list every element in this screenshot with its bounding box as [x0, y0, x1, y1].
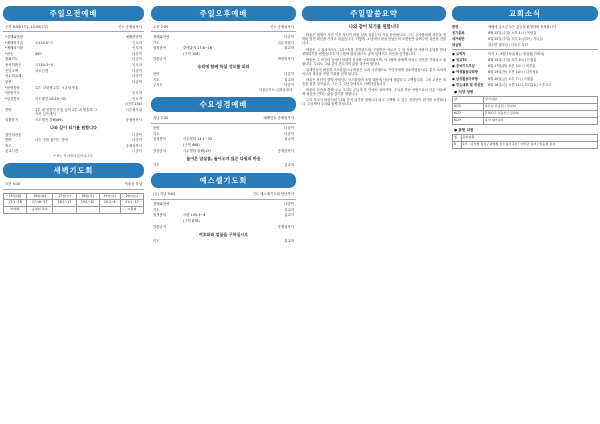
order-row — [151, 163, 296, 169]
order-item-person: 다같이 — [284, 72, 294, 77]
order-item-name: 경배와찬양 — [153, 202, 170, 207]
order-item-content: 사도행전 28:19~32 — [35, 96, 67, 101]
kitchen-duty-row — [453, 97, 598, 104]
news-text: 6월 17일(화) 오전 10시 / 비전홀 — [488, 64, 536, 69]
wednesday-worship-banner: 수요성경예배 — [151, 97, 296, 112]
order-item-person: 설교자 — [284, 213, 294, 218]
offering-row — [453, 135, 598, 142]
dawn-time: 오전 5:30 — [5, 182, 21, 187]
kitchen-duty-table — [452, 96, 598, 124]
church-news-banner: 교회소식 — [452, 6, 598, 21]
order-item-person: 다같이 — [284, 34, 294, 39]
order-item-name: 기도 — [153, 239, 160, 244]
order-item-name: 신앙고백 — [5, 68, 19, 73]
order-row — [3, 117, 144, 123]
order-item-content: (구약 108) — [183, 51, 200, 56]
order-item-content: 사도신경 — [35, 68, 49, 73]
order-item-name: 기도 — [153, 77, 160, 82]
dawn-prayer-banner: 새벽기도회 — [3, 163, 144, 178]
kitchen-duty-row — [453, 117, 598, 124]
table-cell: 18일(목) — [76, 193, 99, 200]
morning-worship-banner: 주일오전예배 — [3, 6, 144, 21]
order-item-name: 말씀증거 — [5, 117, 19, 122]
table-cell: 호산나 찬송팀 / 권사회 — [483, 103, 597, 110]
order-row — [3, 138, 144, 144]
friday-prayer-banner: 예스셀기도회 — [151, 173, 296, 188]
dawn-meta — [3, 182, 144, 189]
order-item-content: 사도행전 강해(66) — [35, 117, 63, 122]
news-item — [452, 37, 598, 41]
morning-order-list — [3, 34, 144, 123]
order-item-name: 봉헌 — [5, 79, 12, 84]
order-item-name: *찬송 — [5, 51, 14, 56]
table-cell: 20:1~8 — [99, 200, 120, 207]
order-item-person: 시온성가대 — [125, 108, 142, 113]
table-cell: 19일(금) — [99, 193, 120, 200]
news-text: 강수연 권사님 / 다음주 부터 — [488, 43, 528, 48]
order-item-name: 경배와찬양 — [153, 34, 170, 39]
order-row — [151, 213, 296, 219]
order-item-person: 예배찬양팀 — [125, 34, 142, 39]
afternoon-sermon-title: 승리에 함께 하실 성도를 되라 — [197, 64, 250, 70]
duty-item — [452, 64, 598, 68]
order-item-content: 1부 내 영혼이 은총 입어 2부 내 영혼의 그윽히 깊은데서 — [35, 108, 98, 117]
standing-note: * 표는 자리에서 일어납니다. — [53, 154, 94, 159]
sermon-summary-banner: 주일말씀요약 — [302, 6, 446, 21]
order-item-name: 친교시간 — [5, 149, 19, 154]
column-morning-worship — [3, 6, 144, 214]
order-item-person: 다같이 — [132, 138, 142, 143]
table-cell: 19:1~20 — [76, 200, 99, 207]
order-item-person: 인도자 — [132, 63, 142, 68]
order-item-person: 설교자 — [284, 137, 294, 142]
order-row — [3, 96, 144, 102]
order-item-name: *경배와찬양 — [5, 34, 24, 39]
order-item-name: *예배의부름 — [5, 40, 24, 45]
sermon-paragraph: 바울은 자신의 결박 속에서도 이스라엘의 소망 때문에 사슬에 매였다고 고백합니다. 그의 고난은 복음을 위한 것이었고, 그는 그 고난 중에서도 기뻐하였습니다. — [302, 77, 446, 86]
order-item-person: 인도자 — [132, 96, 142, 101]
table-cell: 봉헌위원 — [461, 135, 597, 142]
afternoon-time: 오후 2:00 — [153, 25, 169, 29]
news-heading: 환영 — [452, 25, 459, 29]
news-heading: 대심방 — [452, 43, 462, 48]
order-item-person: 인도자 — [132, 46, 142, 51]
order-item-name: *성경봉독 — [5, 96, 20, 101]
order-item-person: 다같이 — [132, 79, 142, 84]
friday-meta — [151, 192, 296, 199]
news-text: 목사 1 : 6월 15일(월) / 정성원(전체차) — [488, 52, 545, 57]
order-row — [3, 40, 144, 46]
news-heading: ● 청교TC — [452, 58, 467, 63]
order-row — [3, 51, 144, 57]
order-item-person: 송재천목사 — [277, 148, 294, 153]
order-item-name: 축도 — [5, 143, 12, 148]
order-item-content: (구약 468) — [183, 143, 200, 148]
table-cell: 이원철 — [120, 207, 143, 214]
table-cell: 20일(토) — [120, 193, 143, 200]
duty-item — [452, 70, 598, 74]
order-item-name: 기도 — [153, 131, 160, 136]
order-item-name: 성경봉독 — [153, 213, 167, 218]
order-item-person: 인도자 — [132, 40, 142, 45]
table-cell: 16일(화) — [27, 193, 53, 200]
table-cell: 은혜나무 꽃동산 / 집사회 — [483, 110, 597, 117]
afternoon-after-list — [151, 71, 296, 88]
news-text: 6월 25일(주일) 오후 2시부터 / 사무실 — [488, 37, 543, 42]
order-item-content: 출애굽기 17:8~16 — [183, 46, 212, 51]
news-list — [452, 25, 598, 47]
table-cell — [76, 207, 99, 214]
dawn-table-row — [4, 207, 144, 214]
news-text: 예배에 나오신 모든 분들을 환영하며 축복합니다. — [488, 25, 557, 29]
order-item-content: 시130:3~4 — [35, 63, 54, 68]
friday-after-list — [151, 239, 296, 245]
news-text: 6월 20일(금) 오후 7시 / 드림홀 — [488, 76, 534, 81]
order-item-name: 말씀증거 — [153, 57, 167, 62]
order-item-person: 송재천목사 — [277, 224, 294, 229]
order-item-name: 말씀증거 — [153, 224, 167, 229]
order-row — [151, 46, 296, 52]
table-cell: 6/22 — [453, 110, 484, 117]
wednesday-sermon-title: 들어온 압살롬, 돌아오지 않은 다윗의 마음 — [186, 155, 261, 161]
order-item-person: 다같이 — [132, 57, 142, 62]
order-row — [151, 148, 296, 154]
table-cell: 17:1~16 — [4, 200, 27, 207]
order-item-person: 다같이 — [132, 74, 142, 79]
column-sermon-summary — [302, 6, 446, 108]
table-cell — [53, 207, 76, 214]
friday-time: (금) 저녁 9:00 — [153, 192, 176, 197]
news-divider — [452, 49, 598, 50]
order-item-content: 사무엘하 강해(19) — [183, 148, 211, 153]
order-item-name: 기도 — [153, 163, 160, 168]
order-item-person: 다같이 — [284, 83, 294, 88]
table-cell: 송재천 목사 — [27, 207, 53, 214]
table-cell: 1부 : 김상철 집사 / 최병철 안수집사 2부 : 이학균 집사 / 임동철 집사 — [461, 141, 597, 148]
table-cell: 설거지팀 — [483, 97, 597, 104]
order-item-name: 주기도 — [153, 83, 163, 88]
wednesday-after-list — [151, 163, 296, 169]
afternoon-order-list — [151, 34, 296, 62]
morning-leader: 인도 송재천목사 — [117, 25, 142, 29]
table-cell: 21:1~17 — [120, 200, 143, 207]
order-row — [3, 68, 144, 74]
wednesday-order-list — [151, 126, 296, 154]
column-church-news — [452, 6, 598, 149]
order-item-name: 찬양 — [153, 72, 160, 77]
order-item-name: 찬양 — [5, 108, 12, 113]
order-item-person: 송재천목사 — [125, 143, 142, 148]
order-item-content: 시편 105:3~4 — [183, 213, 206, 218]
duty-item — [452, 83, 598, 87]
order-item-name: 찬양 — [5, 138, 12, 143]
friday-order-list — [151, 202, 296, 230]
sermon-paragraph: 바울은 그 비진리 앞에서 담대히 진리를 선포하였으며, 아그립바 왕에게 당신도 믿음을 가지라고 권합니다. 우리도 그와 같이 전도자의 삶을 살아야 합니다. — [302, 57, 446, 66]
sermon-paragraph: 바울의 모습을 통해 오늘 우리도 주님의 뜻 안에서 살아가며, 주님을 만난 사람으로서 다른 이들에게 복음을 전하는 삶을 살기를 원합니다. — [302, 88, 446, 97]
sermon-paragraph: 바울은 그 위치에서도 그리스도를 전하였으며, 구원받은 자로서 그 한 사람 한 사람이 주님을 만나 변화되기를 원했습니다. 아그립바 왕과 베스도 총독 앞에서도 복음을 증거합니다. — [302, 47, 446, 56]
news-text: 6월 19일(목) 오전 10시 / 다목적실 — [488, 70, 539, 75]
offering-row — [453, 141, 598, 148]
next-prayer-note: 다음주기도: 김창훈집사 — [259, 88, 292, 93]
duty-item — [452, 77, 598, 81]
duty-list — [452, 52, 598, 86]
table-cell: 18:1~17 — [53, 200, 76, 207]
order-item-name: 찬양 — [153, 126, 160, 131]
order-item-person: 설교자 — [284, 77, 294, 82]
order-row — [151, 239, 296, 245]
order-item-content: (구약 876) — [183, 219, 200, 224]
order-item-person: 박성영목사 — [277, 57, 294, 62]
news-item — [452, 43, 598, 47]
news-heading: 새가족반 — [452, 37, 465, 42]
news-item — [452, 25, 598, 29]
order-item-content: 시130:5~7 — [35, 40, 54, 45]
order-item-person: 다같이 — [284, 202, 294, 207]
order-item-person: 설교자 — [284, 46, 294, 51]
morning-after-list — [3, 132, 144, 155]
order-item-person: 다같이 — [284, 131, 294, 136]
kitchen-duty-row — [453, 110, 598, 117]
table-cell: 17일(수) — [53, 193, 76, 200]
news-heading: ● 남성활동다락방 — [452, 76, 478, 81]
order-row — [3, 107, 144, 117]
morning-worship-meta — [3, 25, 144, 32]
order-item-name: *예배의기원 — [5, 46, 24, 51]
order-item-person: 다같이 — [132, 51, 142, 56]
order-row — [151, 137, 296, 143]
friday-leader: 인도 예스셀기도회 담당목사 — [252, 192, 294, 197]
sermon-paragraphs — [302, 33, 446, 106]
order-item-content: 나는 주를 섬기는 것에 — [35, 138, 68, 143]
order-item-person: 다같이 — [284, 126, 294, 131]
news-text: 6월 15일(주일) 오후 4시 / 드림홀 — [488, 58, 537, 63]
order-item-content: 490 — [35, 51, 42, 56]
kitchen-duty-title: ● 식당 당번 — [454, 89, 474, 94]
order-item-content: 1부: 다함께 2부: 시온성가대 — [35, 85, 78, 90]
order-item-person: 김수정집사 — [277, 40, 294, 45]
news-item — [452, 31, 598, 35]
order-item-name: *봉헌찬양 — [5, 85, 20, 90]
table-cell: 중식 새가족부 — [483, 117, 597, 124]
order-item-name: 참회기도 — [5, 57, 19, 62]
sermon-paragraph: 우리 모두가 바울처럼 '나와 같이 되기를 원합니다'라고 고백할 수 있는 신앙인이 되기를 소망합니다. 주님께서 우리와 함께 하십니다. — [302, 98, 446, 107]
friday-sermon-title: 여호와와 얼굴을 구하십시오 — [198, 231, 249, 237]
table-cell: 박세철 — [4, 207, 27, 214]
order-item-name: 기도 — [153, 40, 160, 45]
news-heading: ● 여성활동다락방 — [452, 70, 478, 75]
offering-committee-title: ● 봉헌 위원 — [454, 127, 474, 132]
order-item-person: 인도자 — [132, 91, 142, 96]
order-item-person: 다같이 — [132, 68, 142, 73]
table-cell: 6/15 — [453, 103, 484, 110]
news-heading: ● 전도대회 및 새성전 — [452, 82, 484, 87]
sermon-title: 나와 같이 되기를 원합니다 — [348, 25, 400, 30]
order-item-person: 다같이 — [132, 149, 142, 154]
order-item-content: 사무엘하 14:1~33 — [183, 137, 212, 142]
wednesday-meta — [151, 116, 296, 123]
sermon-paragraph: 유대인들이 바울을 고소하였으나 바울은 로마 시민권으로 가이사에게 상소하였습니다. 결국 로마에 이르러 복음을 전할 기회를 얻게 됩니다. — [302, 67, 446, 76]
table-cell: 15일(월) — [4, 193, 27, 200]
afternoon-meta — [151, 25, 296, 32]
order-item-person: 설교자 — [284, 239, 294, 244]
news-heading: ● 중보기도모임 — [452, 64, 475, 69]
table-cell: 17:16~27 — [27, 200, 53, 207]
news-heading: 정기총회 — [452, 31, 465, 36]
duty-item — [452, 58, 598, 62]
morning-time: 오전 8:50(1부), 10:50(2부) — [5, 25, 49, 29]
dawn-book: 역대상 묵상 — [124, 182, 142, 187]
order-item-name: *봉헌기도 — [5, 91, 20, 96]
order-item-name: 결단의찬송 — [5, 132, 22, 137]
order-item-name: 말씀증거 — [153, 148, 167, 153]
table-cell — [99, 207, 120, 214]
wednesday-time: 저녁 7:30 — [153, 116, 169, 121]
order-item-person: 설교자 — [284, 207, 294, 212]
news-text: 6월 18일(수) 오전 11시, 21일(토) 오후 2시 — [488, 82, 552, 87]
table-cell: 6/29 — [453, 117, 484, 124]
kitchen-duty-row — [453, 103, 598, 110]
order-item-name: 성도의교제 — [5, 74, 22, 79]
order-item-name: 성경봉독 — [153, 46, 167, 51]
news-heading: ● 교역자 — [452, 52, 466, 57]
table-cell: 날 — [453, 97, 484, 104]
order-item-name: 기도 — [153, 207, 160, 212]
offering-committee-table — [452, 134, 598, 149]
order-item-person: 송재천목사 — [125, 117, 142, 122]
wednesday-leader: 예배인도 송재천목사 — [263, 116, 294, 121]
table-cell: 6 — [453, 141, 462, 148]
dawn-table-row — [4, 193, 144, 200]
afternoon-leader: 인도 송재천목사 — [269, 25, 294, 29]
column-afternoon-worship — [151, 6, 296, 244]
order-item-person: (신약 234) — [125, 102, 142, 107]
morning-sermon-title: 나와 같이 되기를 원합니다 — [50, 124, 97, 130]
order-item-person: 설교자 — [284, 163, 294, 168]
duty-item — [452, 52, 598, 56]
table-cell: 월 — [453, 135, 462, 142]
afternoon-worship-banner: 주일오후예배 — [151, 6, 296, 21]
news-text: 6월 15일(주일) 오후 1시 / 목양실 — [488, 31, 537, 36]
dawn-schedule-table — [3, 193, 144, 215]
order-item-name: 용서의확신 — [5, 63, 22, 68]
sermon-paragraph: 바울은 대제사 사건 이후 자신이 어떤 삶을 살았는지 거듭 증언합니다. 그는 두사람에게 복음을 전하며 영적 확신을 가지고 살았습니다. 어떻게 그 당에서 왕을 만났는지 오랫동안 들려주며 복음을 전합니다. — [302, 33, 446, 46]
order-item-person: 다같이 — [132, 132, 142, 137]
order-item-name: 성경봉독 — [153, 137, 167, 142]
order-row — [3, 62, 144, 68]
dawn-table-row — [4, 200, 144, 207]
